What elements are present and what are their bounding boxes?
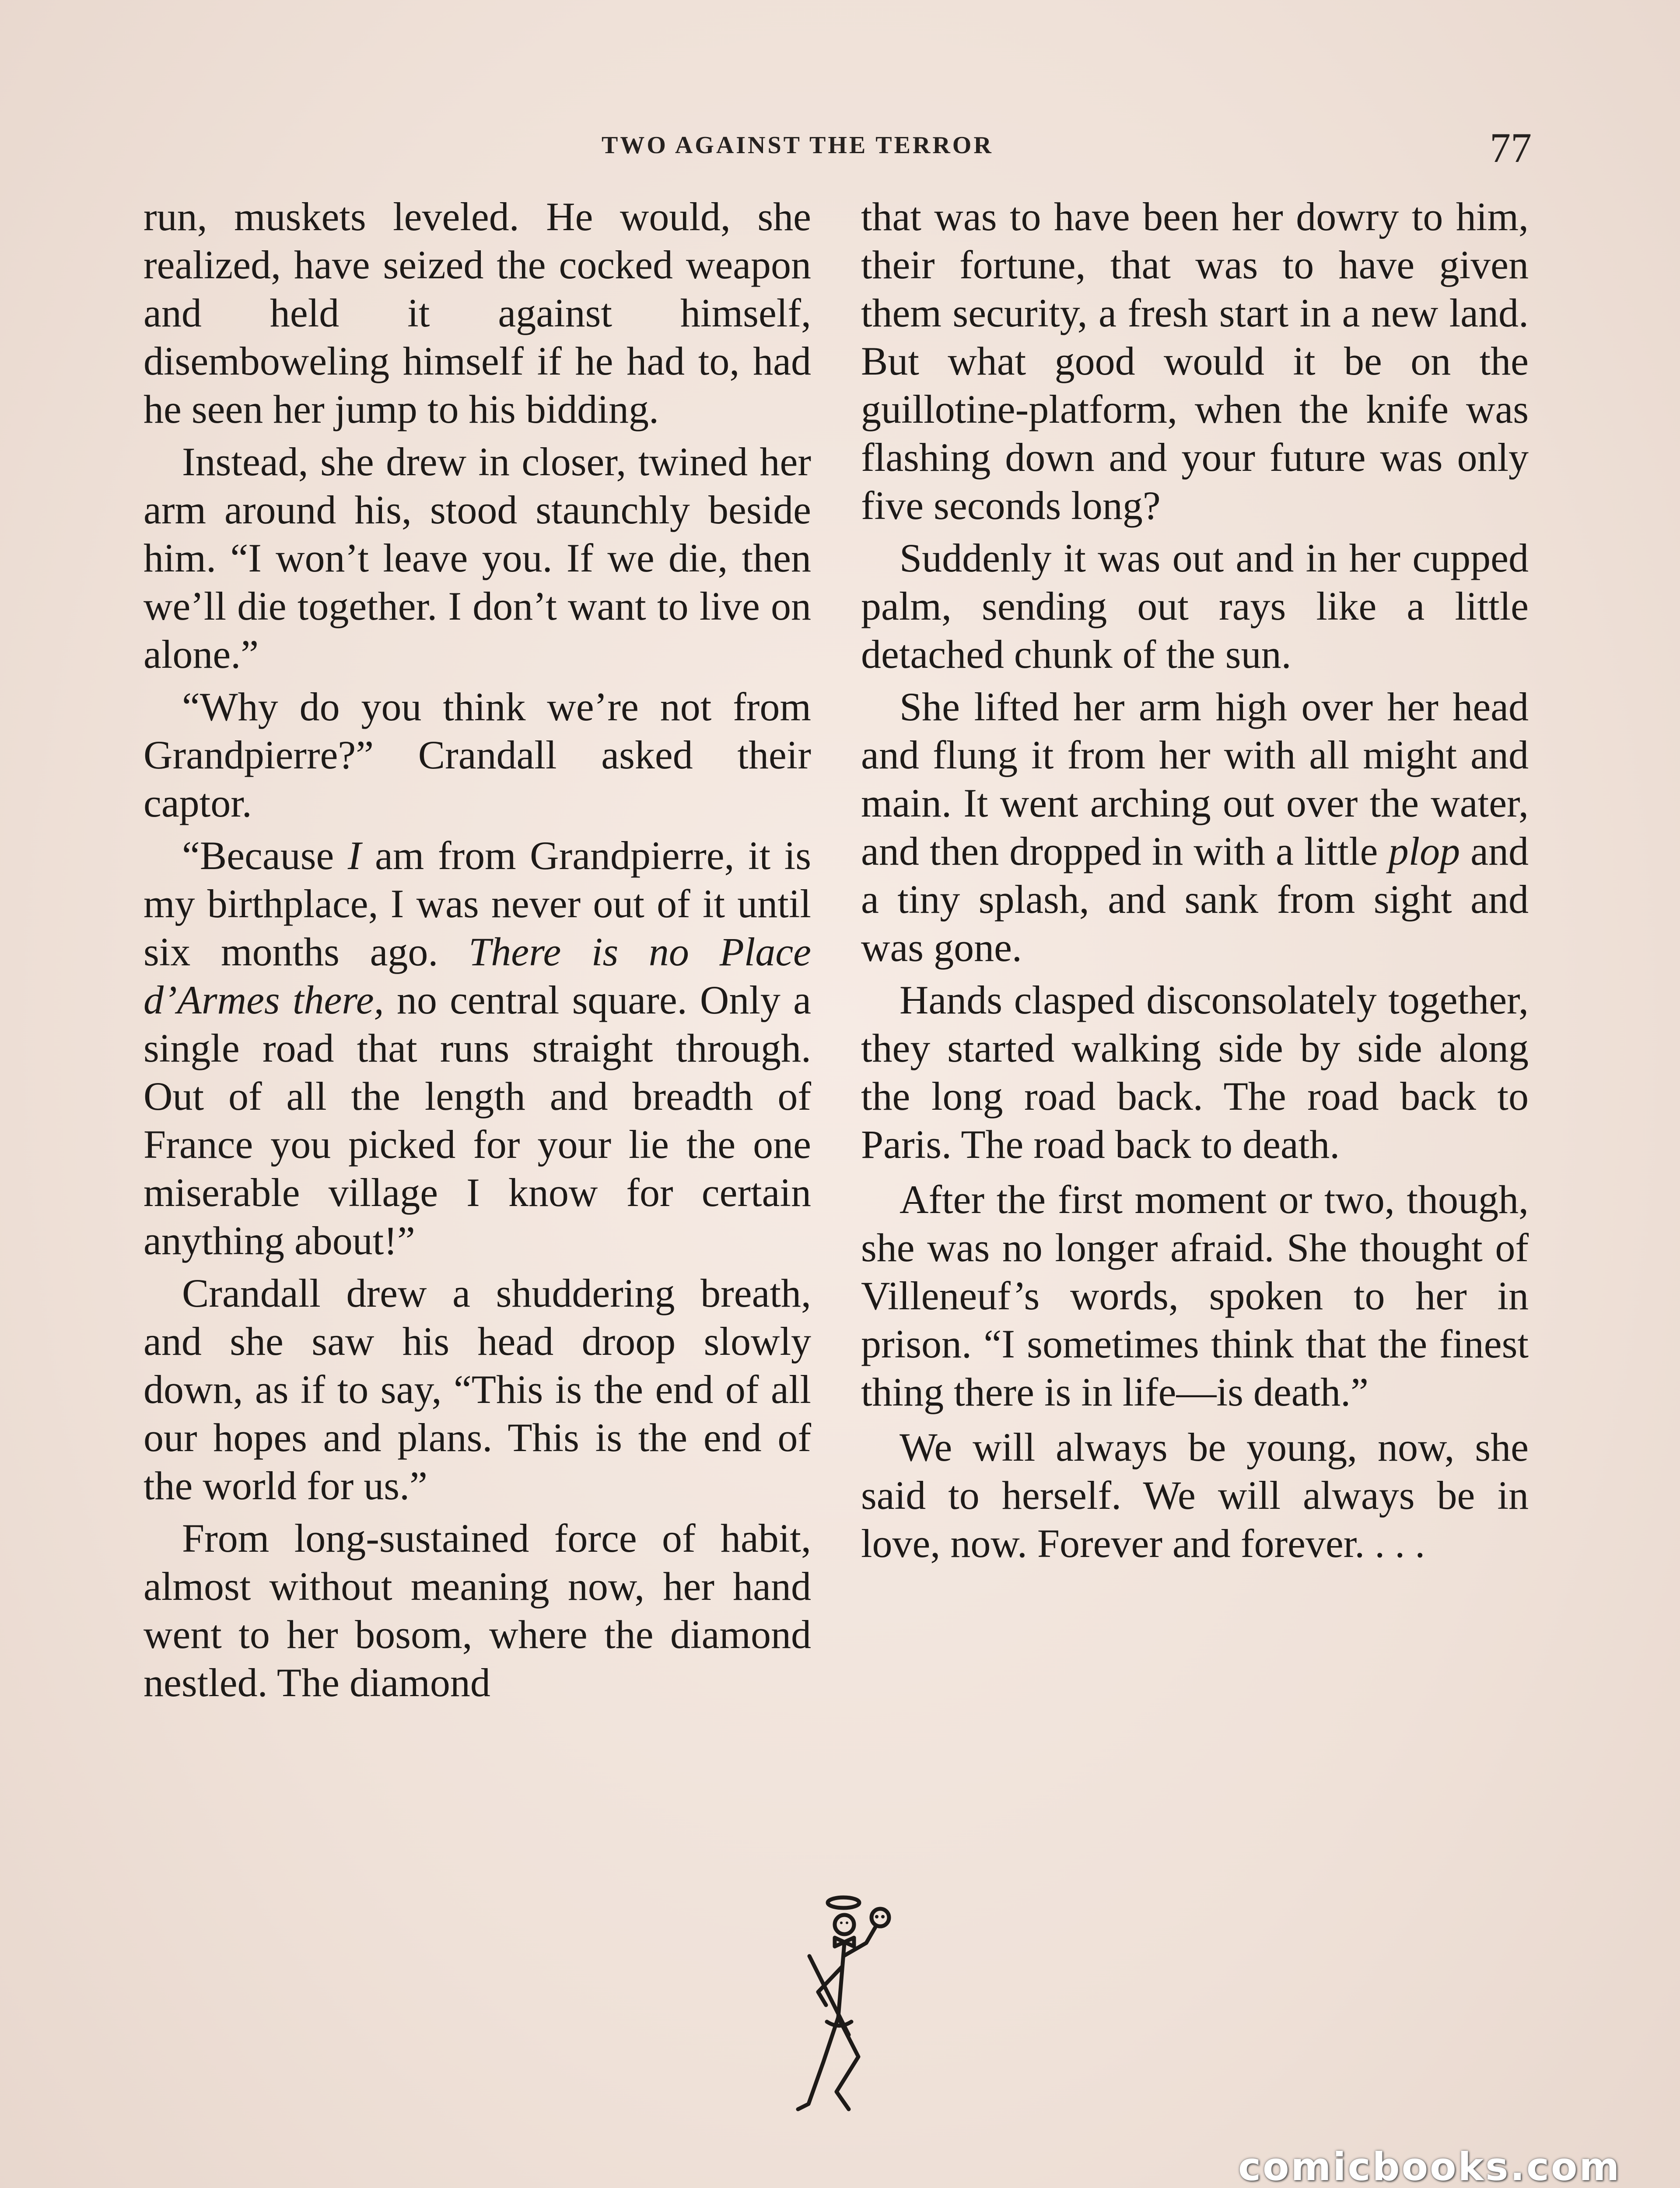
paragraph: “Why do you think we’re not from Grandpierre?” Crandall asked their captor. (144, 684, 811, 825)
text-run: am from Grandpierre, it is my birthplace, I was never out of it until six months ago. (144, 833, 812, 974)
italic-text: plop (1388, 829, 1460, 873)
paragraph: Hands clasped disconsolately together, they started walking side by side along the long road back. The road back to Paris. The road back to death. (861, 978, 1529, 1167)
paragraph (144, 831, 811, 1265)
paragraph: Suddenly it was out and in her cupped palm, sending out rays like a little detached chunk of the sun. (861, 536, 1529, 677)
paragraph: From long-sustained force of habit, almost without meaning now, her hand went to her bosom, where the diamond nestled. The diamond (144, 1516, 811, 1705)
watermark: comicbooks.com (1238, 2144, 1621, 2188)
text-run: She lifted her arm high over her head and flung it from her with all might and main. It went arching out over the water, and then dropped in with a little (861, 684, 1529, 873)
left-column (144, 193, 811, 1707)
text-run: “Because (182, 833, 348, 878)
text-run: no central square. Only a single road that runs straight through. Out of all the length and breadth of France you picked for your lie the one miserable village I know for certain anything about!” (144, 978, 811, 1263)
paragraph: After the first moment or two, though, she was no longer afraid. She thought of Villeneuf’s words, spoken to her in prison. “I sometimes think that the finest thing there is in life—is death.” (861, 1177, 1529, 1414)
italic-text: There is no Place d’Armes there, (144, 929, 812, 1022)
paragraph: run, muskets leveled. He would, she realized, have seized the cocked weapon and held it against himself, disemboweling himself if he had to, had he seen her jump to his bidding. (144, 194, 811, 431)
paragraph: Instead, she drew in closer, twined her arm around his, stood staunchly beside him. “I won’t leave you. If we die, then we’ll die together. I don’t want to live on alone.” (144, 439, 811, 677)
right-column (861, 193, 1529, 1567)
italic-text: I (347, 833, 361, 878)
saint-figure-with-halo-icon (783, 1890, 901, 2118)
page-number: 77 (1490, 124, 1532, 171)
paragraph: Crandall drew a shuddering breath, and she saw his head droop slowly down, as if to say, “This is the end of all our hopes and plans. This is the end of the world for us.” (144, 1271, 811, 1508)
paragraph: We will always be young, now, she said to herself. We will always be in love, now. Forever and forever. . . . (861, 1425, 1529, 1566)
paragraph: that was to have been her dowry to him, their fortune, that was to have given them security, a fresh start in a new land. But what good would it be on the guillotine-platform, when the knife was flashing down and your future was only five seconds long? (861, 194, 1529, 528)
paragraph (861, 683, 1529, 971)
text-run: and a tiny splash, and sank from sight and was gone. (861, 829, 1529, 970)
running-title: TWO AGAINST THE TERROR (602, 132, 994, 159)
